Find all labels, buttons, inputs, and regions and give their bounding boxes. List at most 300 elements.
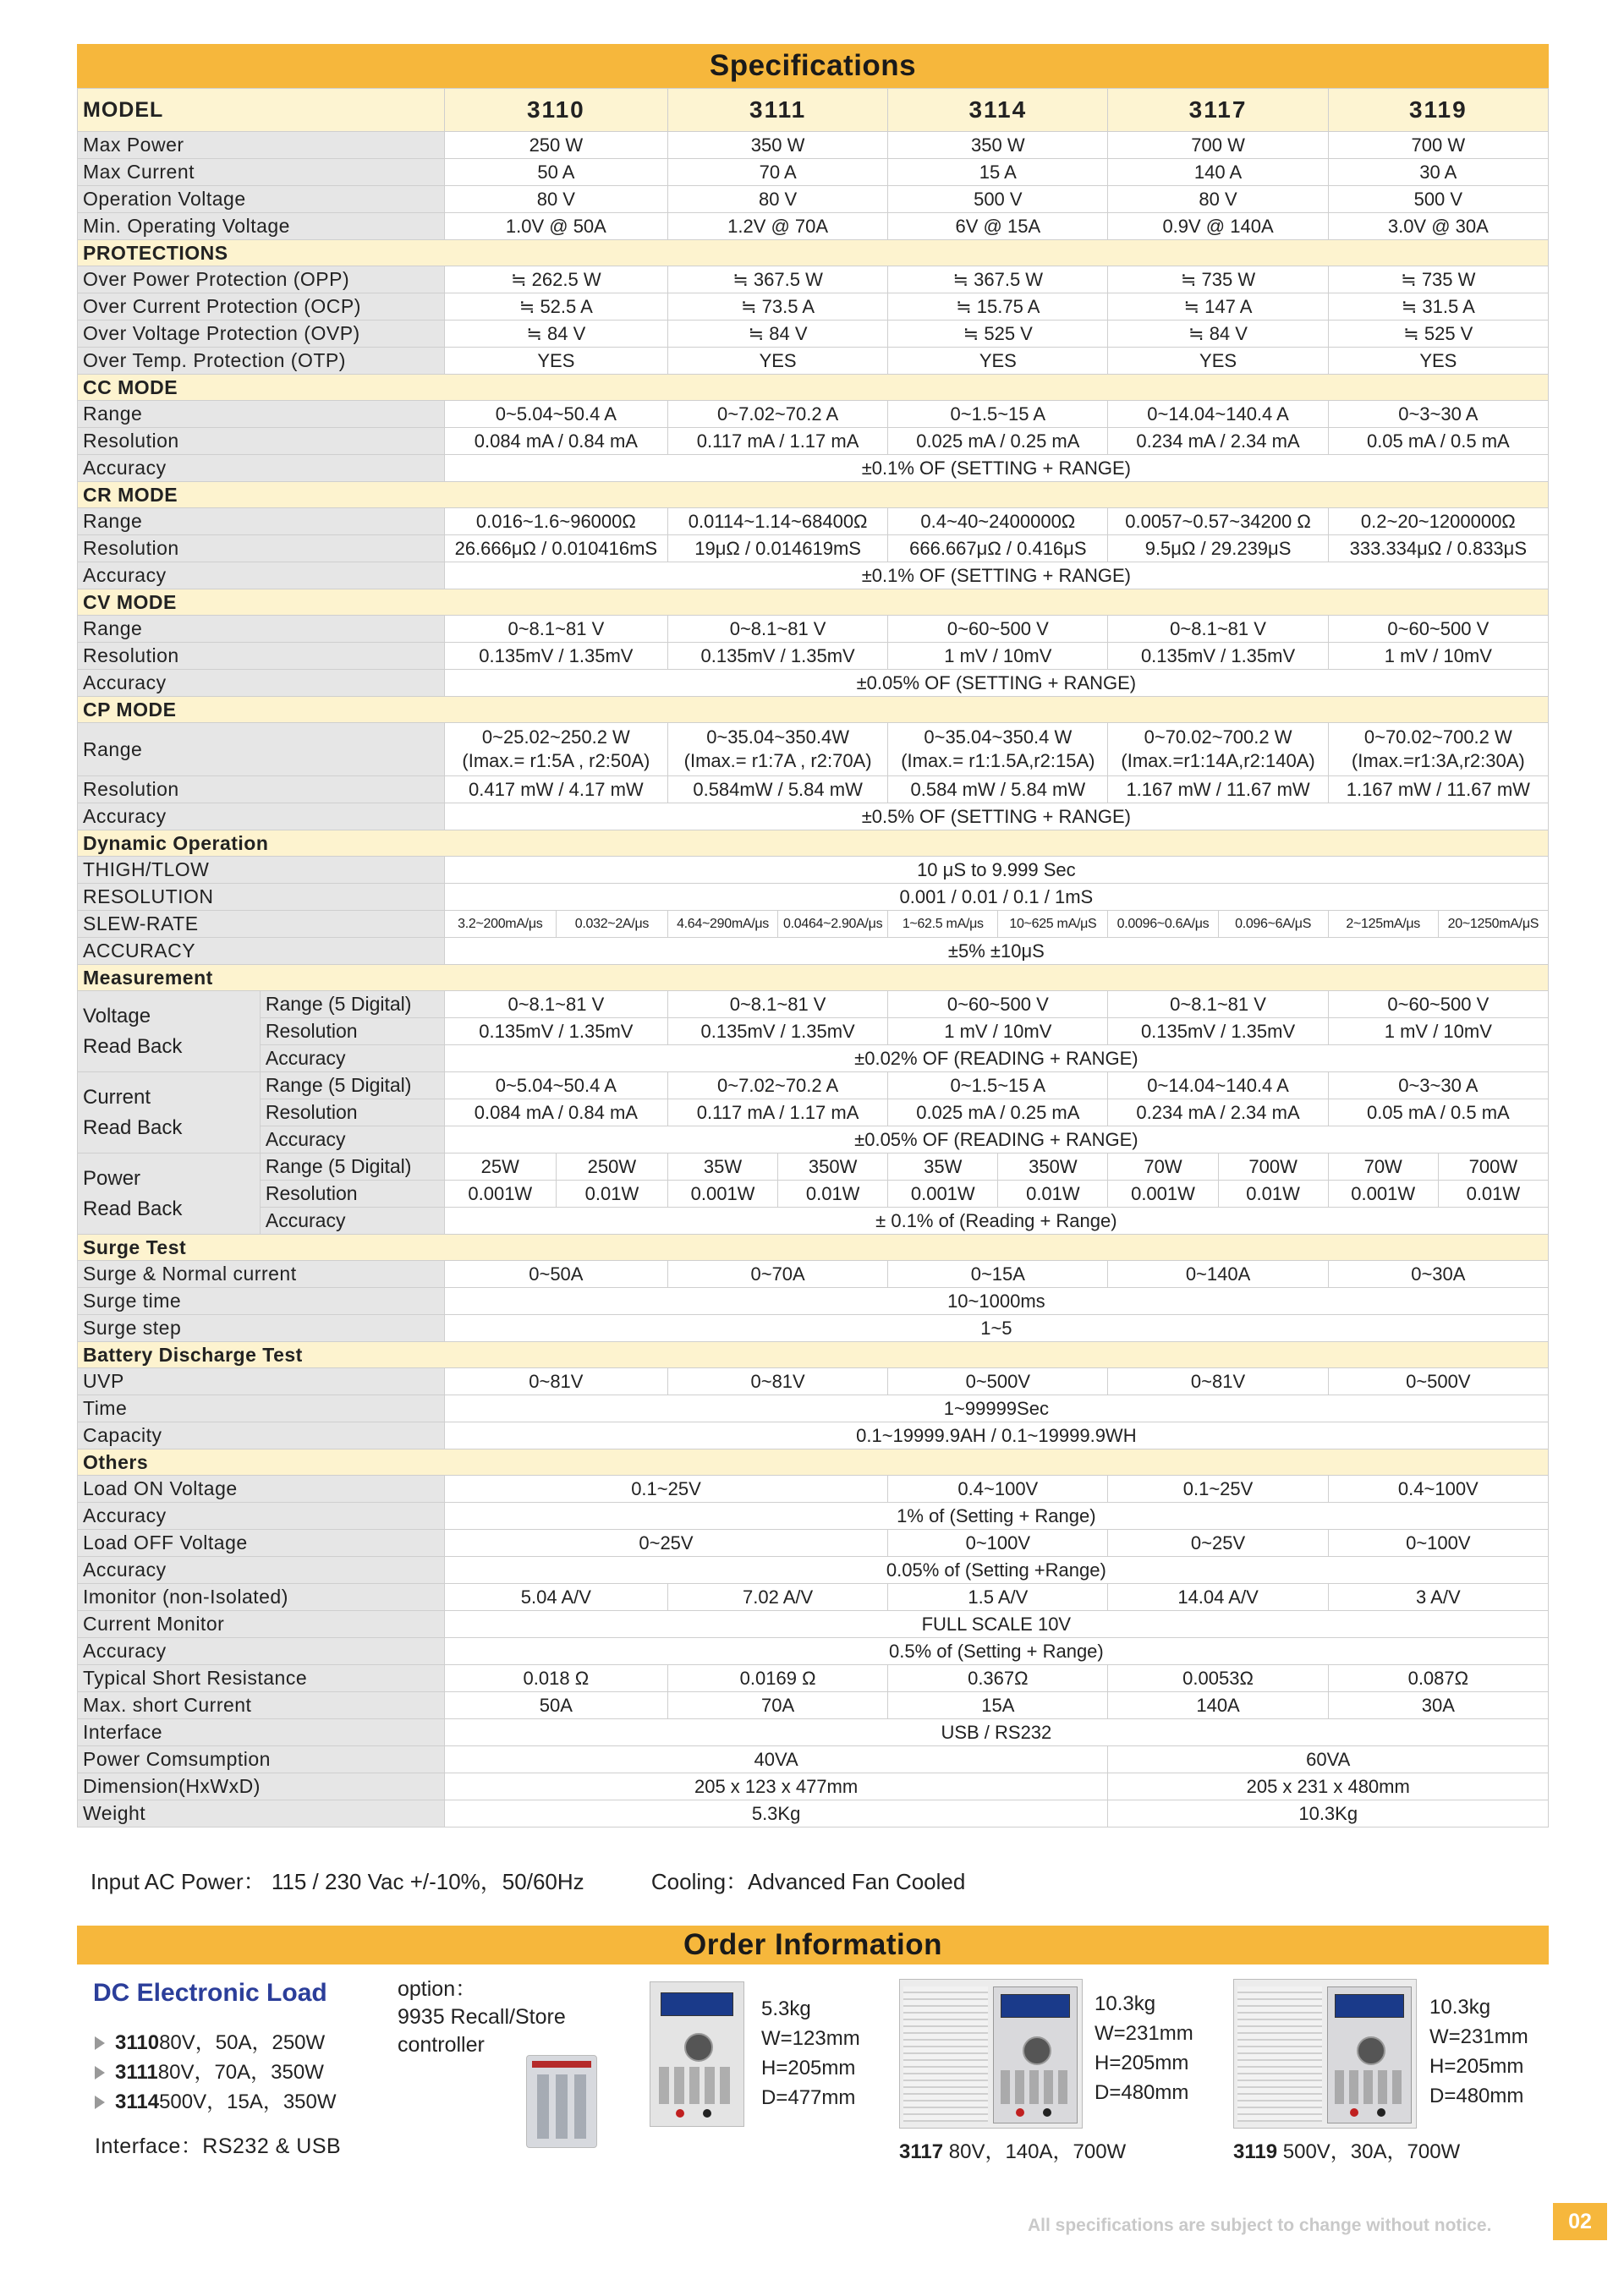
spec-value: 350W — [998, 1153, 1108, 1181]
model-spec: 80V，70A，350W — [157, 2061, 324, 2084]
spec-value: 0~1.5~15 A — [888, 1072, 1108, 1099]
spec-value: 250W — [556, 1153, 667, 1181]
spec-value: 0.01W — [778, 1181, 888, 1208]
spec-value: 50 A — [444, 159, 667, 186]
input-ac-power: Input AC Power： 115 / 230 Vac +/-10%，50/60Hz — [91, 1869, 584, 1894]
unit-depth: D=480mm — [1095, 2081, 1189, 2104]
spec-value: 7.02 A/V — [667, 1584, 887, 1611]
spec-value: ±0.05% OF (SETTING + RANGE) — [444, 670, 1548, 697]
row-label: Range — [78, 616, 445, 643]
spec-value: 0~8.1~81 V — [667, 616, 887, 643]
spec-value: 1.167 mW / 11.67 mW — [1108, 776, 1328, 803]
spec-row — [78, 508, 1549, 535]
small-unit-image — [650, 1981, 744, 2127]
slew-value: 10~625 mA/μS — [998, 911, 1108, 938]
slew-value: 2~125mA/μs — [1328, 911, 1438, 938]
row-label: Max Current — [78, 159, 445, 186]
spec-row — [78, 1800, 1549, 1827]
spec-value: 14.04 A/V — [1108, 1584, 1328, 1611]
row-label: Range — [78, 723, 445, 776]
spec-row — [78, 535, 1549, 562]
spec-value: 0.05 mA / 0.5 mA — [1328, 428, 1548, 455]
sub-label: Resolution — [260, 1018, 444, 1045]
row-label: Range — [78, 508, 445, 535]
spec-value: 0.234 mA / 2.34 mA — [1108, 1099, 1328, 1126]
section-header: Battery Discharge Test — [78, 1342, 1549, 1368]
section-row — [78, 1342, 1549, 1368]
spec-value: 0.4~100V — [888, 1476, 1108, 1503]
spec-value: 15 A — [888, 159, 1108, 186]
section-header: Measurement — [78, 965, 1549, 991]
readback-label — [78, 1153, 261, 1235]
row-label: ACCURACY — [78, 938, 445, 965]
cp-range-imax: (Imax.= r1:5A , r2:50A) — [462, 750, 650, 771]
model-header: 3114 — [888, 89, 1108, 132]
spec-value: ≒ 84 V — [667, 321, 887, 348]
disclaimer-note: All specifications are subject to change without notice. — [1028, 2216, 1492, 2235]
spec-row — [78, 670, 1549, 697]
row-label: Load ON Voltage — [78, 1476, 445, 1503]
model-number: 3117 — [899, 2140, 944, 2163]
footer-line — [91, 1865, 965, 1896]
model-number: 3111 — [115, 2061, 158, 2084]
spec-value: 0.117 mA / 1.17 mA — [667, 428, 887, 455]
spec-value: ≒ 525 V — [1328, 321, 1548, 348]
spec-value: 0~1.5~15 A — [888, 401, 1108, 428]
spec-value: 1.0V @ 50A — [444, 213, 667, 240]
spec-value — [888, 723, 1108, 776]
sub-label: Accuracy — [260, 1126, 444, 1153]
spec-value: 0.018 Ω — [444, 1665, 667, 1692]
unit-3119-image — [1233, 1979, 1417, 2129]
section-header: Others — [78, 1449, 1549, 1476]
spec-value: 0.135mV / 1.35mV — [1108, 643, 1328, 670]
spec-value: 140 A — [1108, 159, 1328, 186]
spec-value: 35W — [888, 1153, 998, 1181]
readback-label — [78, 1072, 261, 1153]
spec-row — [78, 857, 1549, 884]
spec-value: 205 x 123 x 477mm — [444, 1773, 1108, 1800]
section-header: Surge Test — [78, 1235, 1549, 1261]
spec-value: 0.001W — [1108, 1181, 1218, 1208]
spec-value: 0~5.04~50.4 A — [444, 401, 667, 428]
spec-value: 0.417 mW / 4.17 mW — [444, 776, 667, 803]
row-label: Dimension(HxWxD) — [78, 1773, 445, 1800]
option-label: option： — [398, 1977, 477, 2001]
spec-row — [78, 132, 1549, 159]
row-label: Resolution — [78, 776, 445, 803]
spec-value: 0~30A — [1328, 1261, 1548, 1288]
spec-value: YES — [1108, 348, 1328, 375]
spec-value: 700W — [1438, 1153, 1548, 1181]
spec-row — [78, 1368, 1549, 1395]
spec-value: 1.5 A/V — [888, 1584, 1108, 1611]
model-number: 3114 — [115, 2091, 160, 2113]
spec-value: 0~25V — [444, 1530, 887, 1557]
spec-value: 350W — [778, 1153, 888, 1181]
row-label: Surge step — [78, 1315, 445, 1342]
spec-value: 0.584mW / 5.84 mW — [667, 776, 887, 803]
unit-weight: 10.3kg — [1095, 1992, 1156, 2015]
spec-value: ±0.05% OF (READING + RANGE) — [444, 1126, 1548, 1153]
spec-row — [78, 616, 1549, 643]
spec-value: 1~99999Sec — [444, 1395, 1548, 1422]
readback-row — [78, 1045, 1549, 1072]
spec-value: 70W — [1328, 1153, 1438, 1181]
spec-row — [78, 938, 1549, 965]
spec-row — [78, 1395, 1549, 1422]
row-label: THIGH/TLOW — [78, 857, 445, 884]
row-label: Over Current Protection (OCP) — [78, 293, 445, 321]
spec-row — [78, 1638, 1549, 1665]
spec-value: 0~100V — [1328, 1530, 1548, 1557]
unit-weight: 10.3kg — [1429, 1996, 1491, 2019]
row-label: Resolution — [78, 535, 445, 562]
spec-row — [78, 1288, 1549, 1315]
spec-value: 5.3Kg — [444, 1800, 1108, 1827]
model-label: MODEL — [78, 89, 445, 132]
spec-row — [78, 1746, 1549, 1773]
slew-value: 3.2~200mA/μs — [444, 911, 556, 938]
model-header-row — [78, 89, 1549, 132]
spec-value: 6V @ 15A — [888, 213, 1108, 240]
spec-row — [78, 266, 1549, 293]
section-row — [78, 1449, 1549, 1476]
spec-value: 666.667μΩ / 0.416μS — [888, 535, 1108, 562]
section-row — [78, 375, 1549, 401]
list-item — [95, 2087, 337, 2117]
model-spec: 80V，50A，250W — [159, 2031, 326, 2054]
spec-value: 0~81V — [444, 1368, 667, 1395]
spec-value: 250 W — [444, 132, 667, 159]
row-label: Time — [78, 1395, 445, 1422]
row-label: SLEW-RATE — [78, 911, 445, 938]
spec-value: 0.025 mA / 0.25 mA — [888, 1099, 1108, 1126]
spec-row — [78, 348, 1549, 375]
spec-row — [78, 776, 1549, 803]
spec-value: 0~14.04~140.4 A — [1108, 401, 1328, 428]
row-label: Range — [78, 401, 445, 428]
spec-value: 3 A/V — [1328, 1584, 1548, 1611]
spec-value: 0.0057~0.57~34200 Ω — [1108, 508, 1328, 535]
unit-3117-image — [899, 1979, 1083, 2129]
row-label: Accuracy — [78, 1503, 445, 1530]
readback-label-line: Read Back — [83, 1115, 183, 1139]
spec-value: YES — [444, 348, 667, 375]
row-label: Max Power — [78, 132, 445, 159]
row-label: Accuracy — [78, 562, 445, 589]
spec-value: 0.001W — [1328, 1181, 1438, 1208]
spec-row — [78, 1503, 1549, 1530]
list-item — [95, 2058, 337, 2087]
slew-value: 0.0096~0.6A/μs — [1108, 911, 1218, 938]
row-label: Capacity — [78, 1422, 445, 1449]
spec-value: 1.167 mW / 11.67 mW — [1328, 776, 1548, 803]
section-row — [78, 482, 1549, 508]
row-label: UVP — [78, 1368, 445, 1395]
slew-value: 0.096~6A/μS — [1218, 911, 1328, 938]
spec-value: 10 μS to 9.999 Sec — [444, 857, 1548, 884]
spec-row — [78, 428, 1549, 455]
model-number: 3119 — [1233, 2140, 1278, 2163]
unit-weight: 5.3kg — [761, 1997, 811, 2020]
spec-value: ≒ 84 V — [1108, 321, 1328, 348]
spec-value: ≒ 735 W — [1328, 266, 1548, 293]
spec-value: 0~15A — [888, 1261, 1108, 1288]
spec-value: 500 V — [888, 186, 1108, 213]
spec-value: 350 W — [667, 132, 887, 159]
cp-range-imax: (Imax.= r1:7A , r2:70A) — [683, 750, 872, 771]
spec-row — [78, 321, 1549, 348]
row-label: Operation Voltage — [78, 186, 445, 213]
spec-value: 0~3~30 A — [1328, 401, 1548, 428]
row-label: Power Comsumption — [78, 1746, 445, 1773]
spec-value: 1 mV / 10mV — [1328, 1018, 1548, 1045]
spec-value: 0~7.02~70.2 A — [667, 401, 887, 428]
slew-value: 0.0464~2.90A/μs — [778, 911, 888, 938]
row-label: Over Voltage Protection (OVP) — [78, 321, 445, 348]
row-label: Accuracy — [78, 455, 445, 482]
spec-row — [78, 186, 1549, 213]
spec-value: 0.234 mA / 2.34 mA — [1108, 428, 1328, 455]
spec-row — [78, 159, 1549, 186]
spec-value: 15A — [888, 1692, 1108, 1719]
spec-value: 0.01W — [998, 1181, 1108, 1208]
model-spec: 500V，30A，700W — [1277, 2140, 1461, 2163]
readback-row — [78, 1072, 1549, 1099]
spec-row — [78, 1422, 1549, 1449]
spec-value — [444, 723, 667, 776]
model-header: 3119 — [1328, 89, 1548, 132]
spec-value: 1 mV / 10mV — [888, 1018, 1108, 1045]
spec-value: 1 mV / 10mV — [1328, 643, 1548, 670]
readback-label-line: Voltage — [83, 1004, 151, 1027]
spec-row — [78, 1773, 1549, 1800]
spec-row — [78, 401, 1549, 428]
spec-value: 0.025 mA / 0.25 mA — [888, 428, 1108, 455]
readback-row — [78, 1126, 1549, 1153]
spec-value: 205 x 231 x 480mm — [1108, 1773, 1549, 1800]
section-row — [78, 240, 1549, 266]
row-label: Accuracy — [78, 1557, 445, 1584]
row-label: Weight — [78, 1800, 445, 1827]
section-header: Dynamic Operation — [78, 830, 1549, 857]
spec-value: 0~3~30 A — [1328, 1072, 1548, 1099]
spec-value: 0~8.1~81 V — [1108, 991, 1328, 1018]
order-information-title: Order Information — [77, 1926, 1549, 1964]
readback-label-line: Current — [83, 1085, 151, 1109]
spec-value: 0.135mV / 1.35mV — [667, 1018, 887, 1045]
spec-value: YES — [1328, 348, 1548, 375]
spec-value: ≒ 52.5 A — [444, 293, 667, 321]
sub-label: Range (5 Digital) — [260, 1072, 444, 1099]
spec-value: 0~14.04~140.4 A — [1108, 1072, 1328, 1099]
spec-value: 19μΩ / 0.014619mS — [667, 535, 887, 562]
readback-label-line: Read Back — [83, 1034, 183, 1058]
spec-row — [78, 723, 1549, 776]
spec-row — [78, 643, 1549, 670]
spec-value: 0~8.1~81 V — [1108, 616, 1328, 643]
spec-value: 0.584 mW / 5.84 mW — [888, 776, 1108, 803]
spec-value: 350 W — [888, 132, 1108, 159]
spec-value: 30A — [1328, 1692, 1548, 1719]
controller-9935-image — [526, 2055, 597, 2148]
spec-value: 50A — [444, 1692, 667, 1719]
spec-row — [78, 293, 1549, 321]
slew-value: 4.64~290mA/μs — [667, 911, 777, 938]
model-number: 3110 — [115, 2031, 160, 2054]
section-row — [78, 589, 1549, 616]
section-header: PROTECTIONS — [78, 240, 1549, 266]
section-row — [78, 830, 1549, 857]
spec-value: 1.2V @ 70A — [667, 213, 887, 240]
spec-row — [78, 911, 1549, 938]
spec-value: 0.0053Ω — [1108, 1665, 1328, 1692]
unit-depth: D=480mm — [1429, 2085, 1524, 2107]
spec-value: 0.2~20~1200000Ω — [1328, 508, 1548, 535]
spec-value: 0.1~19999.9AH / 0.1~19999.9WH — [444, 1422, 1548, 1449]
unit-3117-spec — [1095, 1989, 1193, 2107]
model-spec: 500V，15A，350W — [159, 2091, 337, 2113]
readback-label-line: Read Back — [83, 1197, 183, 1220]
spec-value: 5.04 A/V — [444, 1584, 667, 1611]
spec-row — [78, 1692, 1549, 1719]
spec-value: 1~5 — [444, 1315, 1548, 1342]
option-text — [398, 1975, 566, 2059]
row-label: Accuracy — [78, 1638, 445, 1665]
section-row — [78, 697, 1549, 723]
spec-row — [78, 562, 1549, 589]
spec-value: 80 V — [1108, 186, 1328, 213]
spec-value: 0.01W — [1438, 1181, 1548, 1208]
spec-value: ±0.5% OF (SETTING + RANGE) — [444, 803, 1548, 830]
row-label: Surge time — [78, 1288, 445, 1315]
spec-value: 0.084 mA / 0.84 mA — [444, 1099, 667, 1126]
model-list — [95, 2028, 337, 2117]
dc-electronic-load-heading: DC Electronic Load — [93, 1979, 327, 2007]
spec-value: 0~140A — [1108, 1261, 1328, 1288]
spec-value: 0.1~25V — [444, 1476, 887, 1503]
spec-value: 0~8.1~81 V — [667, 991, 887, 1018]
spec-value: 26.666μΩ / 0.010416mS — [444, 535, 667, 562]
spec-value: YES — [667, 348, 887, 375]
slew-value: 1~62.5 mA/μs — [888, 911, 998, 938]
spec-value: ≒ 525 V — [888, 321, 1108, 348]
spec-value: 9.5μΩ / 29.239μS — [1108, 535, 1328, 562]
spec-value: 0.001W — [667, 1181, 777, 1208]
specifications-title: Specifications — [77, 44, 1549, 88]
spec-value: 0~7.02~70.2 A — [667, 1072, 887, 1099]
spec-value: 0.001 / 0.01 / 0.1 / 1mS — [444, 884, 1548, 911]
row-label: Over Power Protection (OPP) — [78, 266, 445, 293]
specifications-table — [77, 88, 1549, 1827]
bullet-triangle-icon — [95, 2036, 105, 2050]
spec-value: YES — [888, 348, 1108, 375]
sub-label: Range (5 Digital) — [260, 991, 444, 1018]
spec-value: 0.135mV / 1.35mV — [667, 643, 887, 670]
spec-value: ±5% ±10μS — [444, 938, 1548, 965]
spec-value: 700 W — [1328, 132, 1548, 159]
spec-value: 0.4~40~2400000Ω — [888, 508, 1108, 535]
spec-row — [78, 213, 1549, 240]
spec-value: ≒ 84 V — [444, 321, 667, 348]
spec-row — [78, 1611, 1549, 1638]
cp-range-imax: (Imax.=r1:14A,r2:140A) — [1121, 750, 1315, 771]
cp-range-imax: (Imax.= r1:1.5A,r2:15A) — [901, 750, 1095, 771]
spec-value: 0.001W — [444, 1181, 556, 1208]
row-label: RESOLUTION — [78, 884, 445, 911]
spec-value: 1% of (Setting + Range) — [444, 1503, 1548, 1530]
section-row — [78, 1235, 1549, 1261]
row-label: Accuracy — [78, 670, 445, 697]
spec-value: 500 V — [1328, 186, 1548, 213]
spec-row — [78, 1476, 1549, 1503]
spec-value: 0.016~1.6~96000Ω — [444, 508, 667, 535]
spec-value: 0.01W — [1218, 1181, 1328, 1208]
spec-value: 700 W — [1108, 132, 1328, 159]
sub-label: Resolution — [260, 1181, 444, 1208]
cp-range-value: 0~70.02~700.2 W — [1363, 726, 1512, 748]
spec-row — [78, 1261, 1549, 1288]
readback-row — [78, 1099, 1549, 1126]
cp-range-value: 0~70.02~700.2 W — [1144, 726, 1292, 748]
sub-label: Accuracy — [260, 1208, 444, 1235]
spec-value: 25W — [444, 1153, 556, 1181]
section-header: CC MODE — [78, 375, 1549, 401]
spec-value: 700W — [1218, 1153, 1328, 1181]
spec-row — [78, 455, 1549, 482]
section-row — [78, 965, 1549, 991]
spec-value: 70A — [667, 1692, 887, 1719]
row-label: Min. Operating Voltage — [78, 213, 445, 240]
readback-row — [78, 1208, 1549, 1235]
spec-value: 333.334μΩ / 0.833μS — [1328, 535, 1548, 562]
spec-value: 0~8.1~81 V — [444, 991, 667, 1018]
option-name: 9935 Recall/Store — [398, 2005, 566, 2029]
spec-value: 0.084 mA / 0.84 mA — [444, 428, 667, 455]
cp-range-value: 0~35.04~350.4W — [706, 726, 849, 748]
spec-value: 0~500V — [1328, 1368, 1548, 1395]
spec-value: 0~5.04~50.4 A — [444, 1072, 667, 1099]
row-label: Typical Short Resistance — [78, 1665, 445, 1692]
spec-value: 0.0169 Ω — [667, 1665, 887, 1692]
row-label: Surge & Normal current — [78, 1261, 445, 1288]
spec-value: ≒ 262.5 W — [444, 266, 667, 293]
slew-value: 0.032~2A/μs — [556, 911, 667, 938]
spec-value: 1 mV / 10mV — [888, 643, 1108, 670]
section-header: CR MODE — [78, 482, 1549, 508]
spec-row — [78, 1315, 1549, 1342]
spec-value: 0~60~500 V — [888, 616, 1108, 643]
small-unit-spec — [761, 1994, 860, 2112]
row-label: Imonitor (non-Isolated) — [78, 1584, 445, 1611]
sub-label: Resolution — [260, 1099, 444, 1126]
spec-value: 0.9V @ 140A — [1108, 213, 1328, 240]
slew-value: 20~1250mA/μS — [1438, 911, 1548, 938]
spec-value: 0.05 mA / 0.5 mA — [1328, 1099, 1548, 1126]
spec-value: 0~81V — [1108, 1368, 1328, 1395]
spec-row — [78, 1719, 1549, 1746]
model-header: 3117 — [1108, 89, 1328, 132]
spec-value: 0~50A — [444, 1261, 667, 1288]
cp-range-imax: (Imax.=r1:3A,r2:30A) — [1351, 750, 1525, 771]
spec-value: ≒ 367.5 W — [667, 266, 887, 293]
spec-value: 0~60~500 V — [1328, 991, 1548, 1018]
cp-range-value: 0~35.04~350.4 W — [924, 726, 1073, 748]
spec-value: ≒ 735 W — [1108, 266, 1328, 293]
spec-row — [78, 884, 1549, 911]
spec-row — [78, 1530, 1549, 1557]
